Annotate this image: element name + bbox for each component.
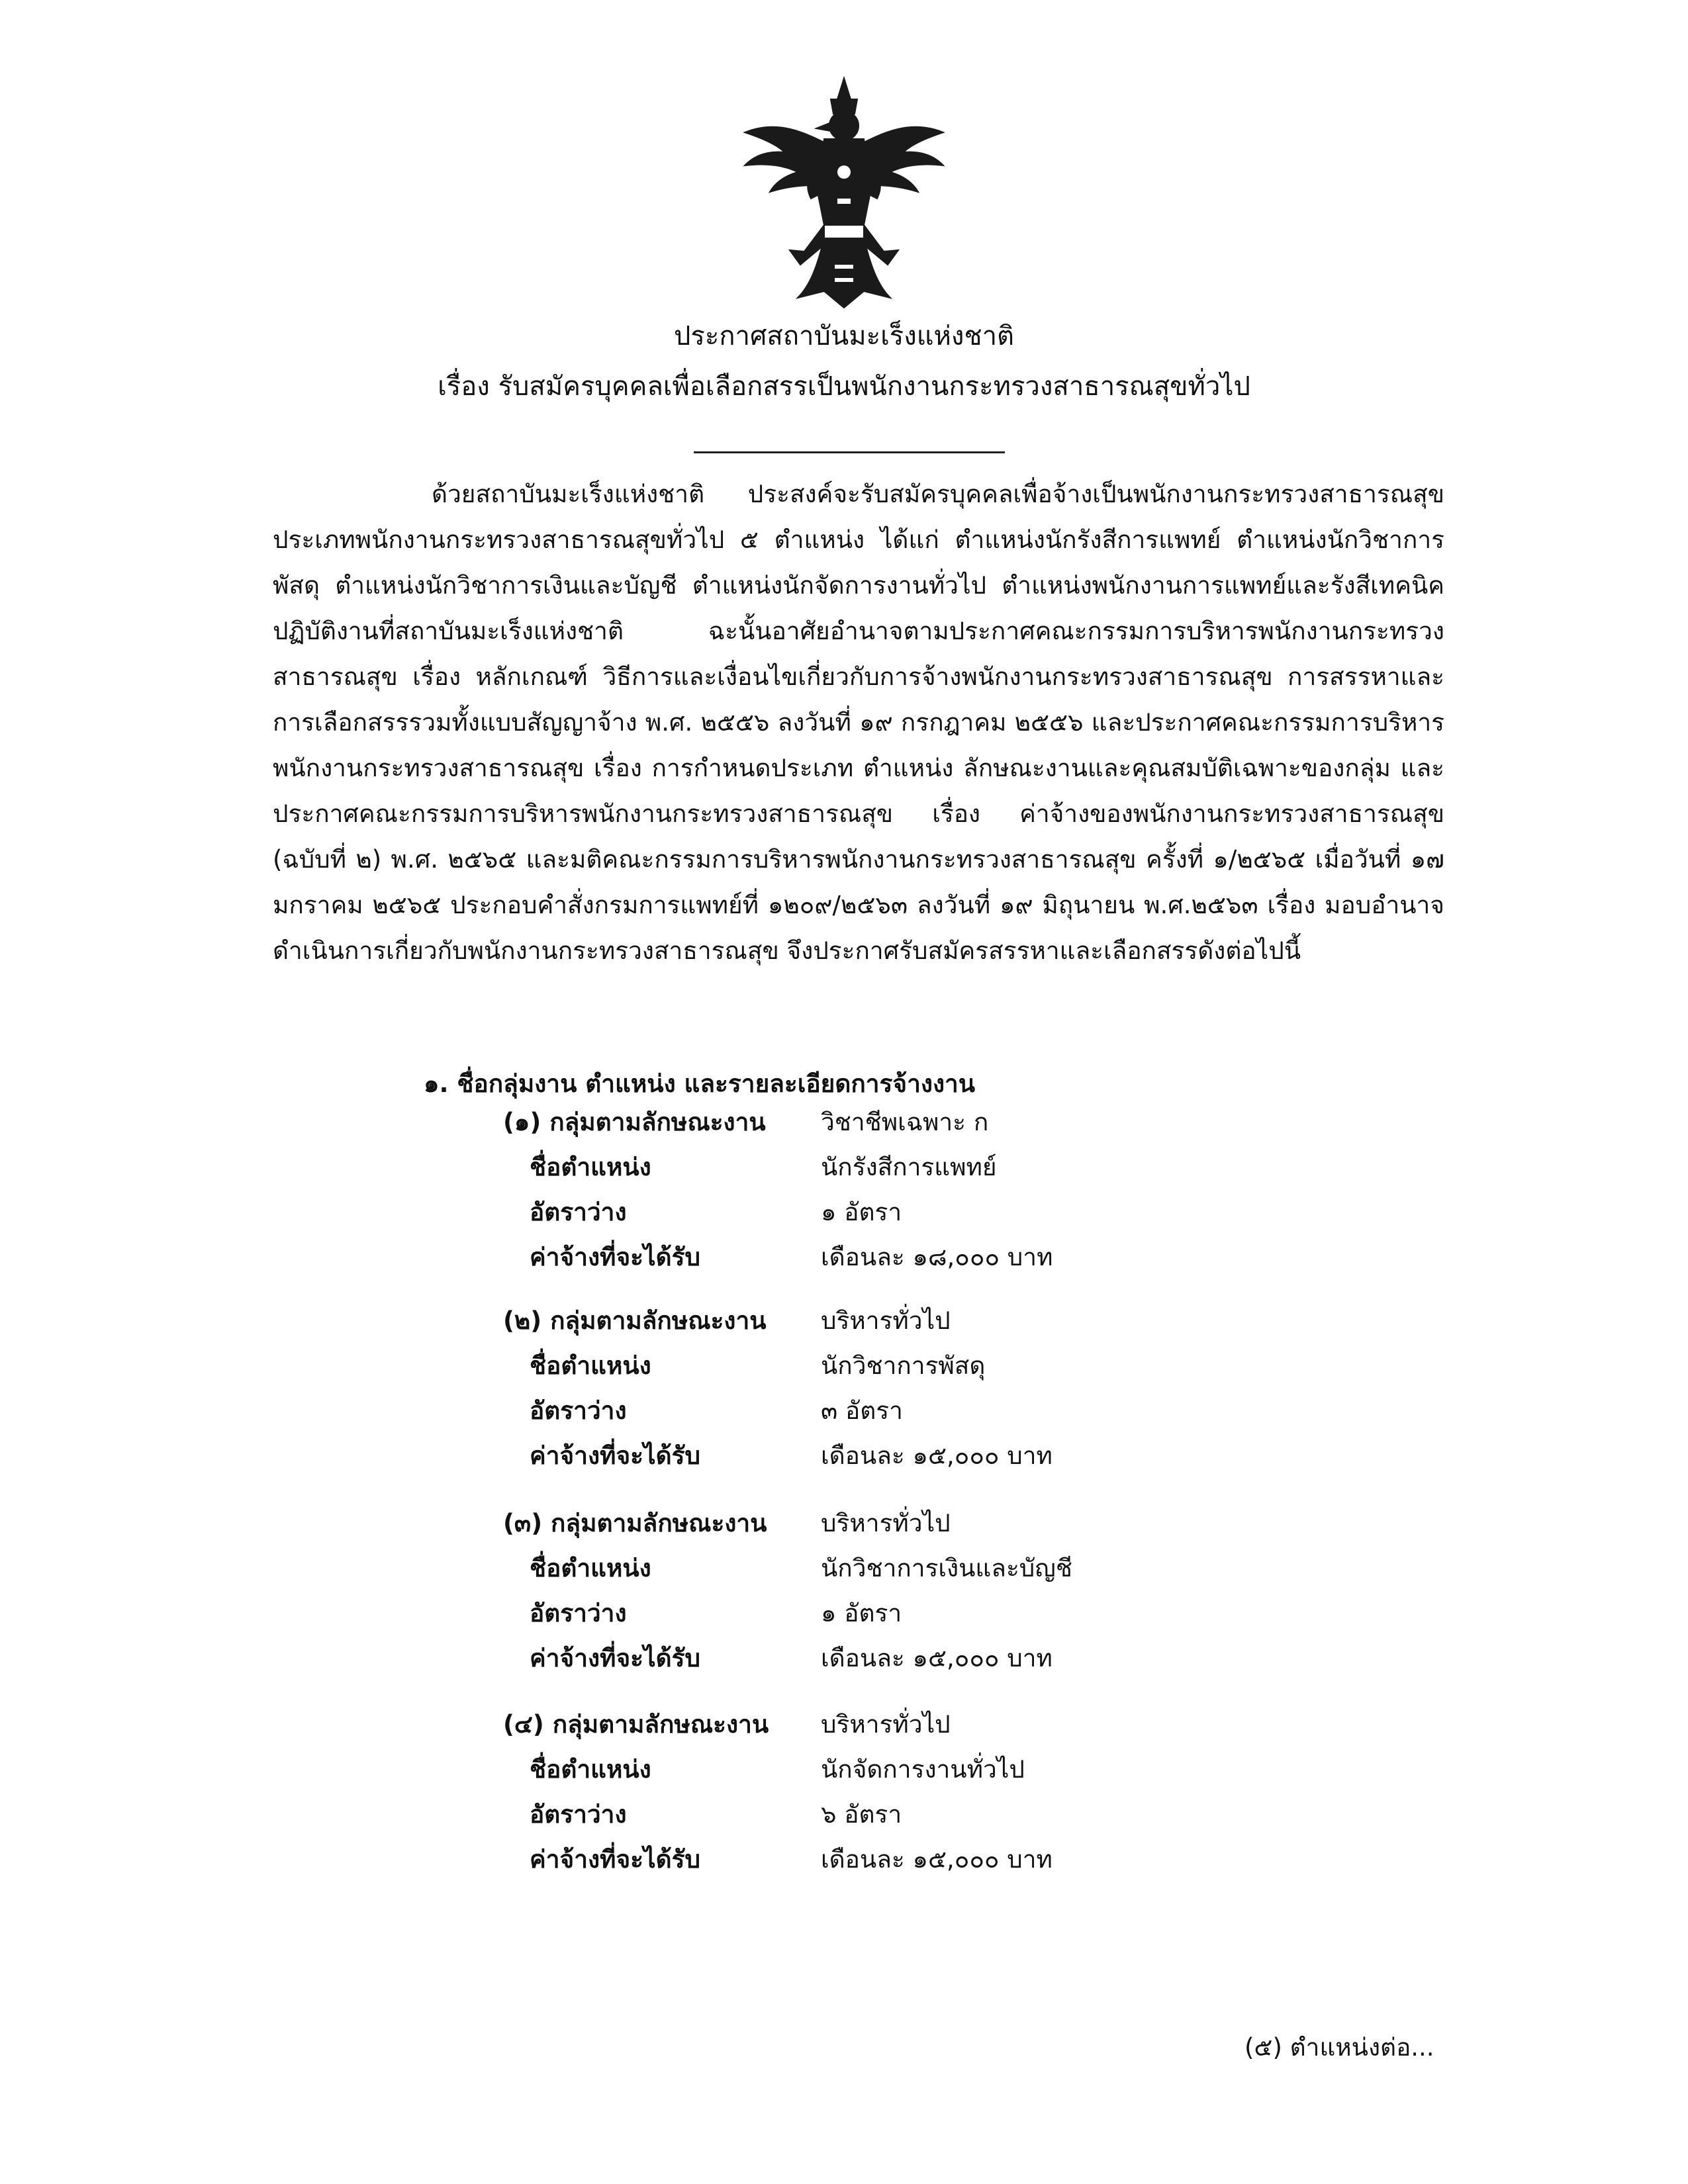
job-group-label: (๑) กลุ่มตามลักษณะงาน [503,1108,766,1136]
position-name-value: นักรังสีการแพทย์ [821,1153,997,1181]
position-entry [503,1501,1284,1681]
job-group-row [503,1702,1284,1747]
title-divider [694,451,1005,453]
wage-value: เดือนละ ๑๘,๐๐๐ บาท [821,1243,1053,1271]
wage-label: ค่าจ้างที่จะได้รับ [530,1845,700,1874]
body-text [273,471,1444,974]
position-name-row [503,1747,1284,1792]
section-heading: ๑. ชื่อกลุ่มงาน ตำแหน่ง และรายละเอียดการจ้างงาน [424,1069,976,1098]
vacancy-row [503,1792,1284,1837]
position-entry [503,1298,1284,1479]
position-entry [503,1100,1284,1280]
vacancy-value: ๖ อัตรา [821,1800,902,1829]
vacancy-label: อัตราว่าง [530,1396,627,1425]
job-group-label: (๓) กลุ่มตามลักษณะงาน [503,1509,767,1537]
vacancy-row [503,1591,1284,1636]
vacancy-value: ๓ อัตรา [821,1396,903,1425]
wage-label: ค่าจ้างที่จะได้รับ [530,1441,700,1470]
garuda-emblem-icon [731,73,957,311]
position-name-value: นักวิชาการพัสดุ [821,1351,986,1380]
job-group-label: (๒) กลุ่มตามลักษณะงาน [503,1306,767,1335]
position-name-label: ชื่อตำแหน่ง [530,1351,651,1380]
position-name-row [503,1546,1284,1591]
announcement-subject: เรื่อง รับสมัครบุคคลเพื่อเลือกสรรเป็นพนักงานกระทรวงสาธารณสุขทั่วไป [438,371,1250,402]
vacancy-label: อัตราว่าง [530,1198,627,1226]
vacancy-label: อัตราว่าง [530,1800,627,1829]
job-group-value: บริหารทั่วไป [821,1306,951,1335]
vacancy-row [503,1388,1284,1433]
job-group-value: บริหารทั่วไป [821,1710,951,1739]
position-name-value: นักวิชาการเงินและบัญชี [821,1554,1072,1582]
position-name-label: ชื่อตำแหน่ง [530,1755,651,1784]
job-group-row [503,1100,1284,1145]
position-name-label: ชื่อตำแหน่ง [530,1153,651,1181]
vacancy-value: ๑ อัตรา [821,1198,902,1226]
announcement-title: ประกาศสถาบันมะเร็งแห่งชาติ [673,321,1015,351]
job-group-row [503,1298,1284,1343]
vacancy-value: ๑ อัตรา [821,1599,902,1627]
position-name-row [503,1343,1284,1388]
job-group-value: บริหารทั่วไป [821,1509,951,1537]
job-group-value: วิชาชีพเฉพาะ ก [821,1108,989,1136]
wage-row [503,1837,1284,1882]
wage-value: เดือนละ ๑๕,๐๐๐ บาท [821,1845,1053,1874]
job-group-row [503,1501,1284,1546]
position-name-row [503,1145,1284,1190]
continuation-note: (๕) ตำแหน่งต่อ... [1244,2033,1434,2062]
wage-value: เดือนละ ๑๕,๐๐๐ บาท [821,1441,1053,1470]
wage-label: ค่าจ้างที่จะได้รับ [530,1243,700,1271]
position-entry [503,1702,1284,1882]
wage-row [503,1235,1284,1280]
wage-value: เดือนละ ๑๕,๐๐๐ บาท [821,1644,1053,1672]
vacancy-label: อัตราว่าง [530,1599,627,1627]
position-name-value: นักจัดการงานทั่วไป [821,1755,1025,1784]
wage-row [503,1433,1284,1479]
vacancy-row [503,1190,1284,1235]
intro-paragraph: ด้วยสถาบันมะเร็งแห่งชาติ ประสงค์จะรับสมัครบุคคลเพื่อจ้างเป็นพนักงานกระทรวงสาธารณสุข ประเภทพนักงานกระทรวงสาธารณสุขทั่วไป ๕ ตำแหน่ง ได้แก่ ตำแหน่งนักรังสีการแพทย์ ตำแหน่งนักวิชาการพัสดุ ตำแหน่งนักวิชาการเงินและบัญชี ตำแหน่งนักจัดการงานทั่วไป ตำแหน่งพนักงานการแพทย์และรังสีเทคนิค ปฏิบัติงานที่สถาบันมะเร็งแห่งชาติ ฉะนั้นอาศัยอำนาจตามประกาศคณะกรรมการบริหารพนักงานกระทรวงสาธารณสุข เรื่อง หลักเกณฑ์ วิธีการและเงื่อนไขเกี่ยวกับการจ้างพนักงานกระทรวงสาธารณสุข การสรรหาและการเลือกสรรรวมทั้งแบบสัญญาจ้าง พ.ศ. ๒๕๕๖ ลงวันที่ ๑๙ กรกฎาคม ๒๕๕๖ และประกาศคณะกรรมการบริหารพนักงานกระทรวงสาธารณสุข เรื่อง การกำหนดประเภท ตำแหน่ง ลักษณะงานและคุณสมบัติเฉพาะของกลุ่ม และประกาศคณะกรรมการบริหารพนักงานกระทรวงสาธารณสุข เรื่อง ค่าจ้างของพนักงานกระทรวงสาธารณสุข (ฉบับที่ ๒) พ.ศ. ๒๕๖๕ และมติคณะกรรมการบริหารพนักงานกระทรวงสาธารณสุข ครั้งที่ ๑/๒๕๖๕ เมื่อวันที่ ๑๗ มกราคม ๒๕๖๕ ประกอบคำสั่งกรมการแพทย์ที่ ๑๒๐๙/๒๕๖๓ ลงวันที่ ๑๙ มิถุนายน พ.ศ.๒๕๖๓ เรื่อง มอบอำนาจดำเนินการเกี่ยวกับพนักงานกระทรวงสาธารณสุข จึงประกาศรับสมัครสรรหาและเลือกสรรดังต่อไปนี้ [273,480,1444,965]
position-name-label: ชื่อตำแหน่ง [530,1554,651,1582]
wage-row [503,1636,1284,1681]
job-group-label: (๔) กลุ่มตามลักษณะงาน [503,1710,769,1739]
wage-label: ค่าจ้างที่จะได้รับ [530,1644,700,1672]
